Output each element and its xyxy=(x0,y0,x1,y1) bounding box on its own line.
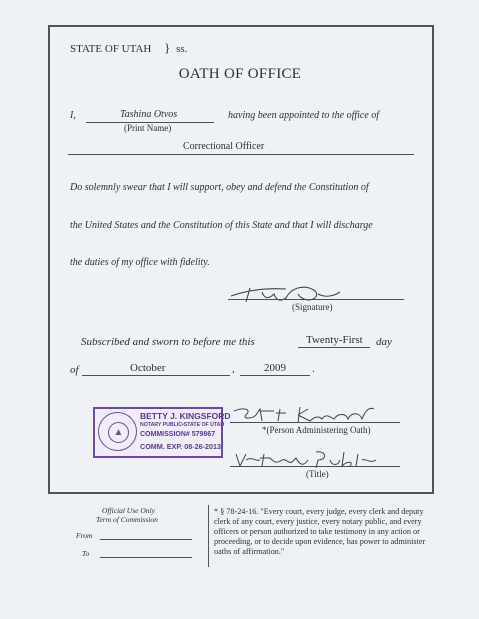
year-value: 2009 xyxy=(264,362,286,374)
signature-line xyxy=(228,299,404,300)
venue-brace: } xyxy=(164,40,171,55)
notary-seal-stamp xyxy=(93,407,231,458)
subscribed-text: Subscribed and sworn to before me this xyxy=(81,336,255,348)
office-underline xyxy=(68,154,414,155)
day-underline xyxy=(298,347,370,348)
to-label: To xyxy=(82,549,90,558)
state-label: STATE OF UTAH xyxy=(70,43,152,55)
comma: , xyxy=(232,363,235,375)
period: . xyxy=(312,363,315,375)
venue-line xyxy=(70,40,187,56)
venue-ss: ss. xyxy=(176,43,188,55)
signature-caption: (Signature) xyxy=(292,302,333,312)
office-title: Correctional Officer xyxy=(183,141,265,152)
from-label: From xyxy=(76,531,93,540)
title-caption: (Title) xyxy=(306,469,329,479)
day-label: day xyxy=(376,336,392,348)
to-field[interactable] xyxy=(100,557,192,558)
notary-signature xyxy=(230,403,380,427)
oath-line-2: the United States and the Constitution of this State and that I will discharge xyxy=(70,220,373,231)
day-value: Twenty-First xyxy=(306,334,363,346)
name-caption: (Print Name) xyxy=(124,123,172,133)
seal-expiration: COMM. EXP. 08-26-2013 xyxy=(140,442,221,451)
beehive-icon: ▲ xyxy=(108,422,129,443)
oath-line-3: the duties of my office with fidelity. xyxy=(70,257,210,268)
month-value: October xyxy=(130,362,166,374)
footer-divider xyxy=(208,505,209,567)
administrator-line xyxy=(230,422,400,423)
form-title: OATH OF OFFICE xyxy=(178,66,302,82)
oath-line-1: Do solemnly swear that I will support, obey and defend the Constitution of xyxy=(70,182,369,193)
state-seal-emblem xyxy=(98,412,137,451)
of-label: of xyxy=(70,364,79,376)
term-heading: Term of Commission xyxy=(96,515,158,524)
title-line xyxy=(230,466,400,467)
administrator-caption: *(Person Administering Oath) xyxy=(262,425,371,435)
officer-name: Tashina Otvos xyxy=(120,109,178,120)
official-use-heading: Official Use Only xyxy=(102,506,155,515)
seal-line-2: NOTARY PUBLIC•STATE OF UTAH xyxy=(140,422,225,428)
from-field[interactable] xyxy=(100,539,192,540)
seal-notary-name: BETTY J. KINGSFORD xyxy=(140,411,231,421)
appointment-prefix: I, xyxy=(70,110,76,121)
seal-commission: COMMISSION# 579867 xyxy=(140,431,216,438)
appointment-suffix: having been appointed to the office of xyxy=(228,110,380,121)
year-underline xyxy=(240,375,310,376)
month-underline xyxy=(82,375,230,376)
statute-text: * § 78-24-16. "Every court, every judge, every clerk and deputy clerk of any court, every justice, every notary public, and every officers or person authorized to take testimony in any action or proceeding, or to decide upon evidence, has power to administer oaths of affirmation." xyxy=(214,507,426,556)
